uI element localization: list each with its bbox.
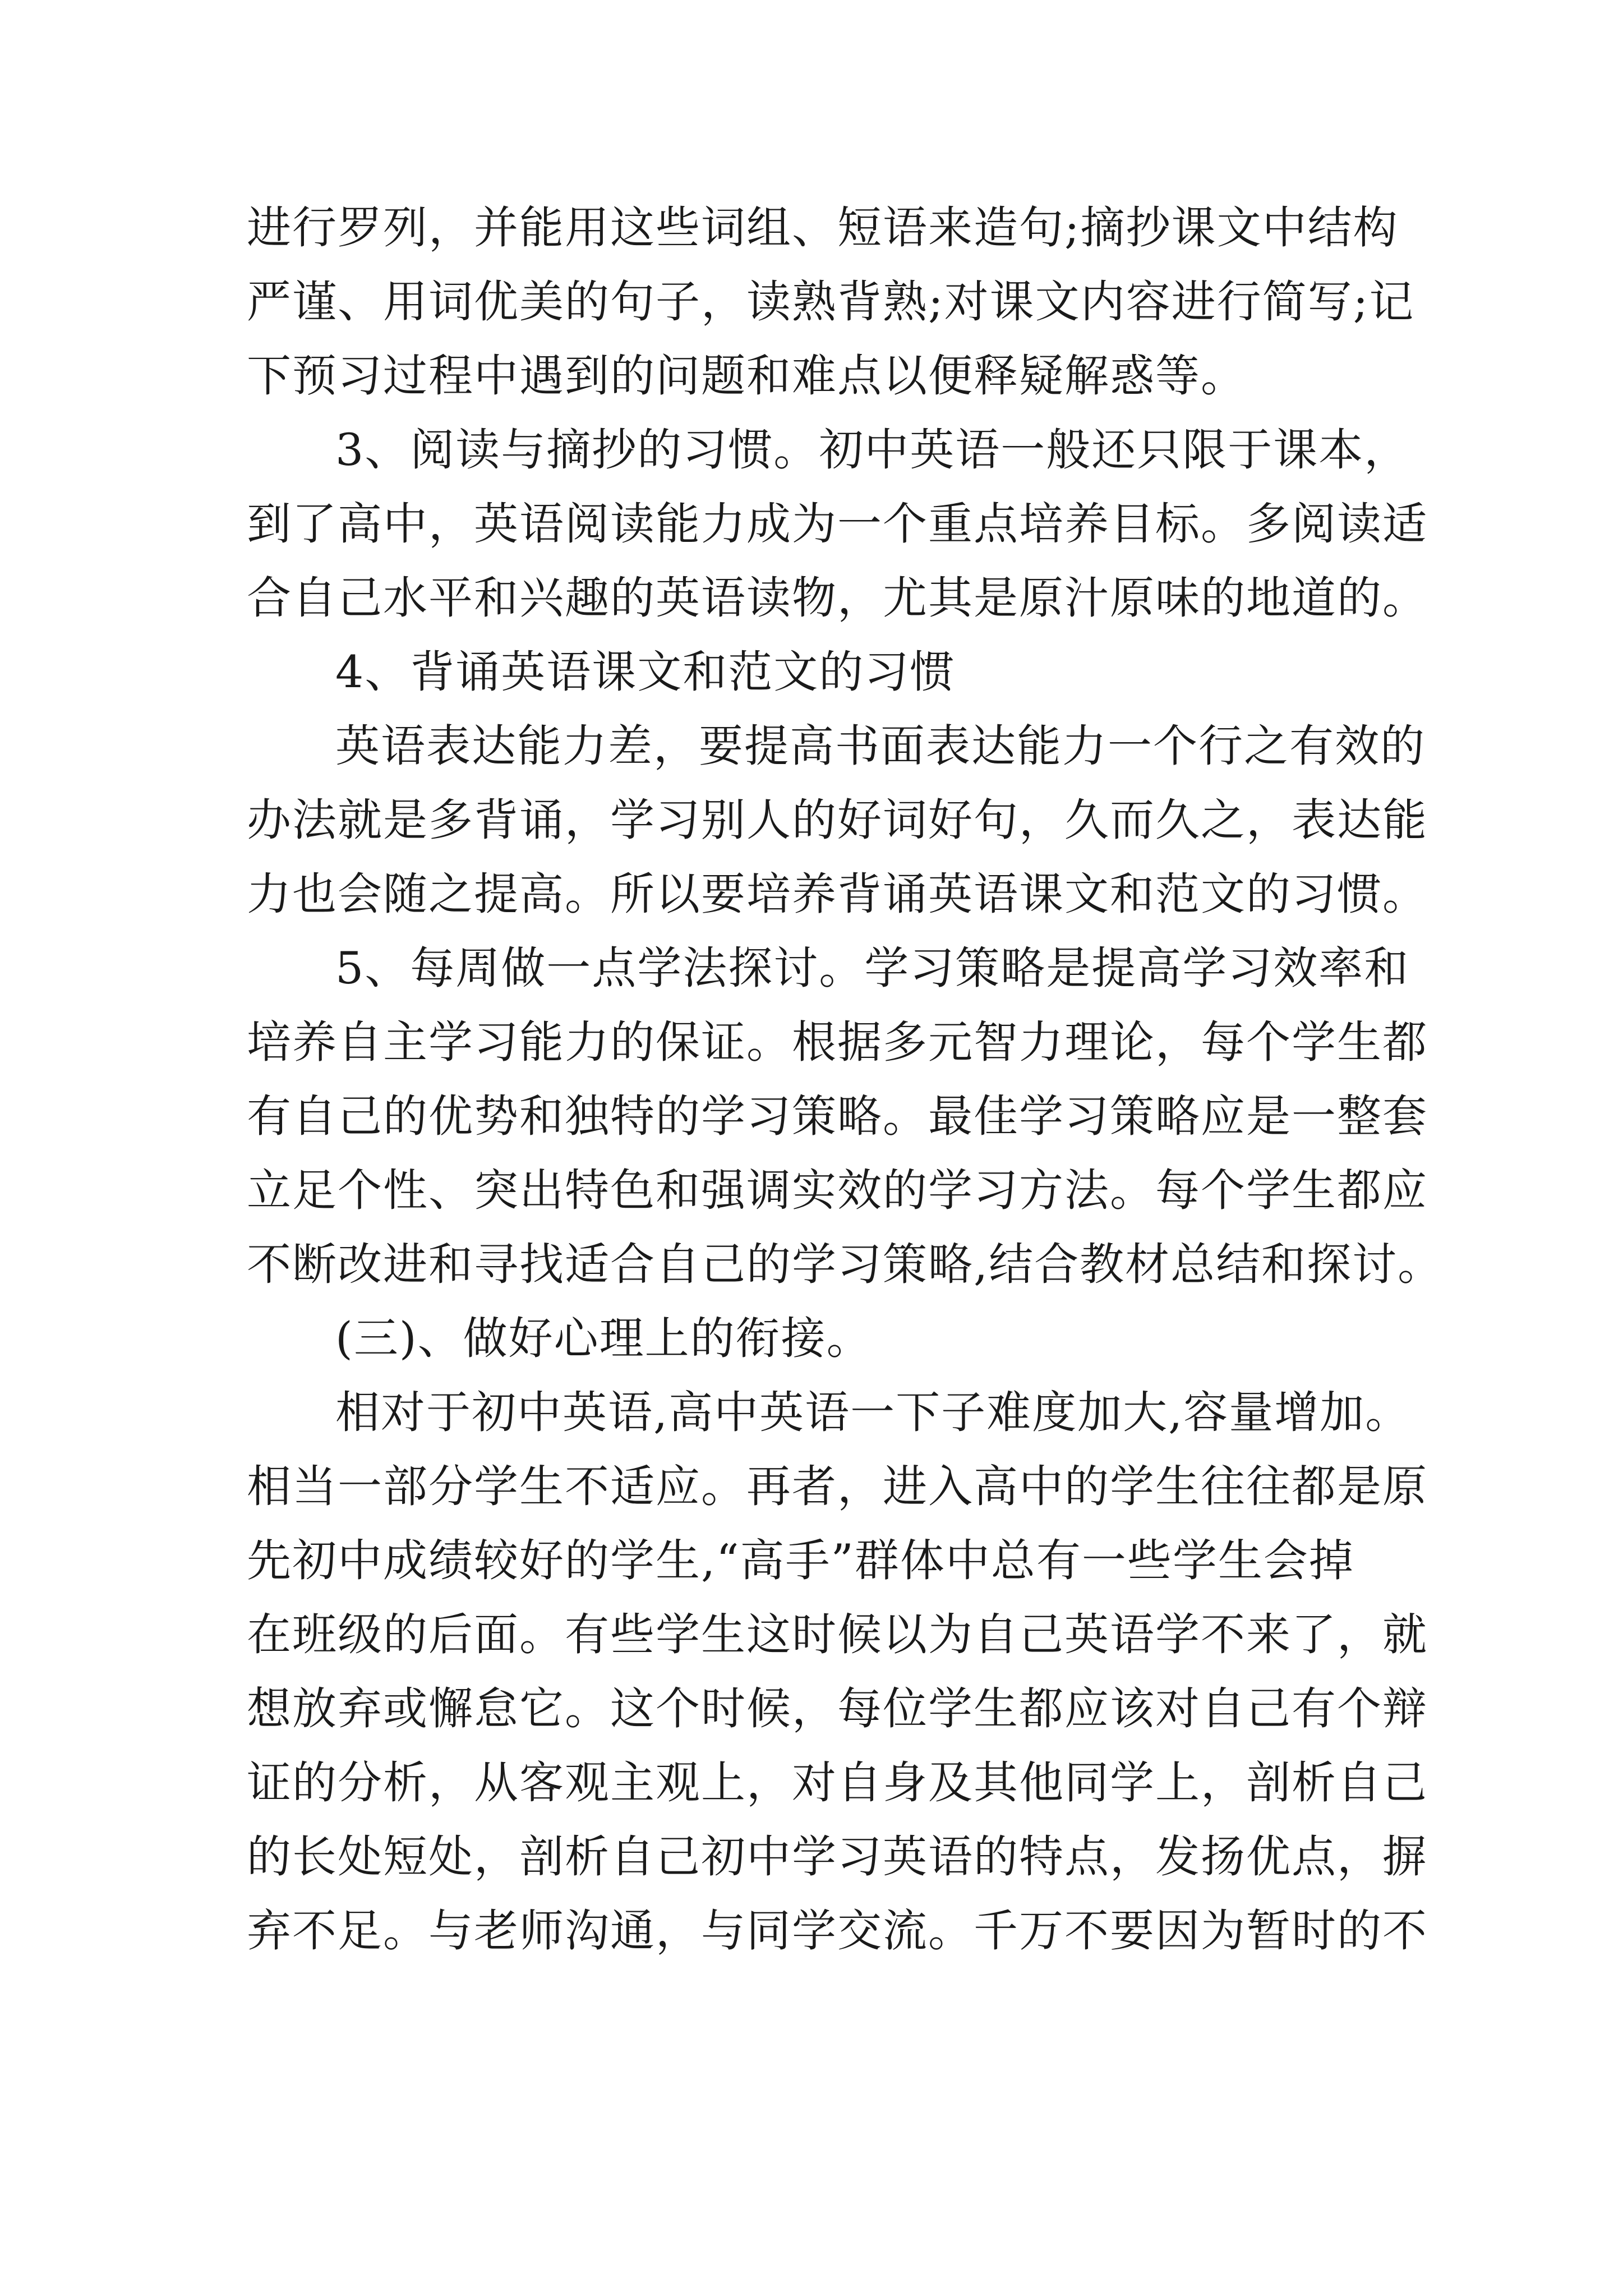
text-line: 5、每周做一点学法探讨。学习策略是提高学习效率和	[335, 942, 1410, 994]
text-line: 4、背诵英语课文和范文的习惯	[335, 646, 956, 698]
text-line: 英语表达能力差，要提高书面表达能力一个行之有效的	[335, 720, 1426, 772]
text-line: 弃不足。与老师沟通，与同学交流。千万不要因为暂时的不	[247, 1905, 1428, 1957]
text-line: 到了高中，英语阅读能力成为一个重点培养目标。多阅读适	[247, 498, 1428, 550]
text-line: 相当一部分学生不适应。再者，进入高中的学生往往都是原	[247, 1461, 1428, 1512]
text-line: 3、阅读与摘抄的习惯。初中英语一般还只限于课本，	[335, 424, 1410, 476]
text-line: 不断改进和寻找适合自己的学习策略,结合教材总结和探讨。	[247, 1239, 1444, 1290]
body-text	[247, 191, 1444, 1968]
text-line: (三)、做好心理上的衔接。	[335, 1313, 872, 1364]
text-line: 在班级的后面。有些学生这时候以为自己英语学不来了，就	[247, 1609, 1428, 1660]
text-line: 想放弃或懈怠它。这个时候，每位学生都应该对自己有个辩	[247, 1683, 1428, 1734]
text-line: 培养自主学习能力的保证。根据多元智力理论，每个学生都	[247, 1016, 1428, 1068]
text-line: 证的分析，从客观主观上，对自身及其他同学上，剖析自己	[247, 1757, 1428, 1809]
text-line: 相对于初中英语,高中英语一下子难度加大,容量增加。	[335, 1387, 1411, 1438]
text-line: 立足个性、突出特色和强调实效的学习方法。每个学生都应	[247, 1165, 1428, 1216]
text-line: 有自己的优势和独特的学习策略。最佳学习策略应是一整套	[247, 1091, 1428, 1142]
text-line: 先初中成绩较好的学生,“高手”群体中总有一些学生会掉	[247, 1535, 1354, 1586]
text-line: 合自己水平和兴趣的英语读物，尤其是原汁原味的地道的。	[247, 572, 1428, 624]
text-line: 力也会随之提高。所以要培养背诵英语课文和范文的习惯。	[247, 868, 1428, 920]
text-line: 严谨、用词优美的句子，读熟背熟;对课文内容进行简写;记	[247, 276, 1415, 328]
text-line: 的长处短处，剖析自己初中学习英语的特点，发扬优点，摒	[247, 1831, 1428, 1883]
text-line: 进行罗列，并能用这些词组、短语来造句;摘抄课文中结构	[247, 202, 1399, 254]
text-line: 办法就是多背诵，学习别人的好词好句，久而久之，表达能	[247, 794, 1428, 846]
text-line: 下预习过程中遇到的问题和难点以便释疑解惑等。	[247, 350, 1246, 402]
